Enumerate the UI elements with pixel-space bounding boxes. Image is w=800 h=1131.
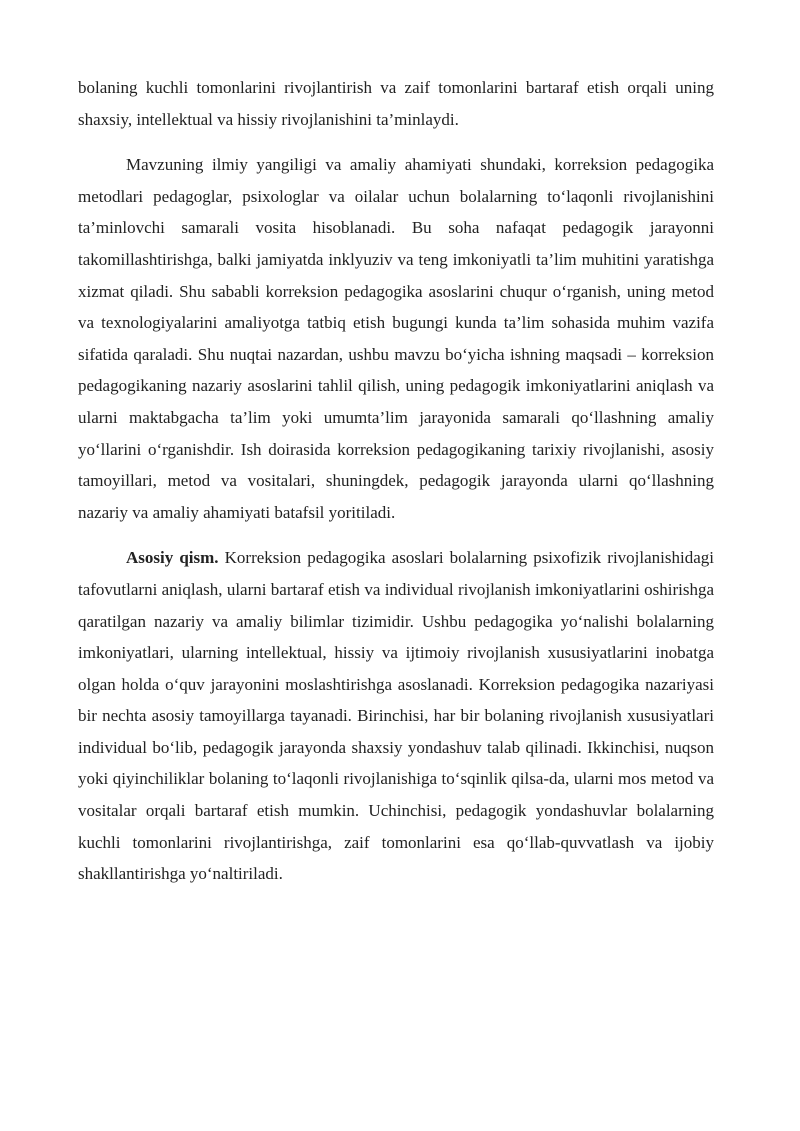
paragraph-text: bolaning kuchli tomonlarini rivojlantirish va zaif tomonlarini bartaraf etish orqali uning shaxsiy, intellektual va hissiy rivojlanishini ta’minlaydi. (78, 78, 714, 129)
paragraph-text: Mavzuning ilmiy yangiligi va amaliy ahamiyati shundaki, korreksion pedagogika metodlari pedagoglar, psixologlar va oilalar uchun bolalarning to‘laqonli rivojlanishini ta’minlovchi samarali vosita hisoblanadi. Bu soha nafaqat pedagogik jarayonni takomillashtirishga, balki jamiyatda inklyuziv va teng imkoniyatli ta’lim muhitini yaratishga xizmat qiladi. Shu sababli korreksion pedagogika asoslarini chuqur o‘rganish, uning metod va texnologiyalarini amaliyotga tatbiq etish bugungi kunda ta’lim sohasida muhim vazifa sifatida qaraladi. Shu nuqtai nazardan, ushbu mavzu bo‘yicha ishning maqsadi – korreksion pedagogikaning nazariy asoslarini tahlil qilish, uning pedagogik imkoniyatlarini aniqlash va ularni maktabgacha ta’lim yoki umumta’lim jarayonida samarali qo‘llashning amaliy yo‘llarini o‘rganishdir. Ish doirasida korreksion pedagogikaning tarixiy rivojlanishi, asosiy tamoyillari, metod va vositalari, shuningdek, pedagogik jarayonda ularni qo‘llashning nazariy va amaliy ahamiyati batafsil yoritiladi. (78, 155, 714, 522)
section-heading: Asosiy qism. (126, 548, 219, 568)
document-body (78, 72, 714, 890)
paragraph-relevance (78, 149, 714, 528)
paragraph-continuation (78, 72, 714, 135)
paragraph-text: Korreksion pedagogika asoslari bolalarning psixofizik rivojlanishidagi tafovutlarni aniqlash, ularni bartaraf etish va individual rivojlanish imkoniyatlarini oshirishga qaratilgan nazariy va amaliy bilimlar tizimidir. Ushbu pedagogika yo‘nalishi bolalarning imkoniyatlari, ularning intellektual, hissiy va ijtimoiy rivojlanish xususiyatlarini inobatga olgan holda o‘quv jarayonini moslashtirishga asoslanadi. Korreksion pedagogika nazariyasi bir nechta asosiy tamoyillarga tayanadi. Birinchisi, har bir bolaning rivojlanish xususiyatlari individual bo‘lib, pedagogik jarayonda shaxsiy yondashuv talab qilinadi. Ikkinchisi, nuqson yoki qiyinchiliklar bolaning to‘laqonli rivojlanishiga to‘sqinlik qilsa-da, ularni mos metod va vositalar orqali bartaraf etish mumkin. Uchinchisi, pedagogik yondashuvlar bolalarning kuchli tomonlarini rivojlantirishga, zaif tomonlarini esa qo‘llab-quvvatlash va ijobiy shakllantirishga yo‘naltiriladi. (78, 548, 714, 884)
paragraph-main-part (78, 542, 714, 890)
